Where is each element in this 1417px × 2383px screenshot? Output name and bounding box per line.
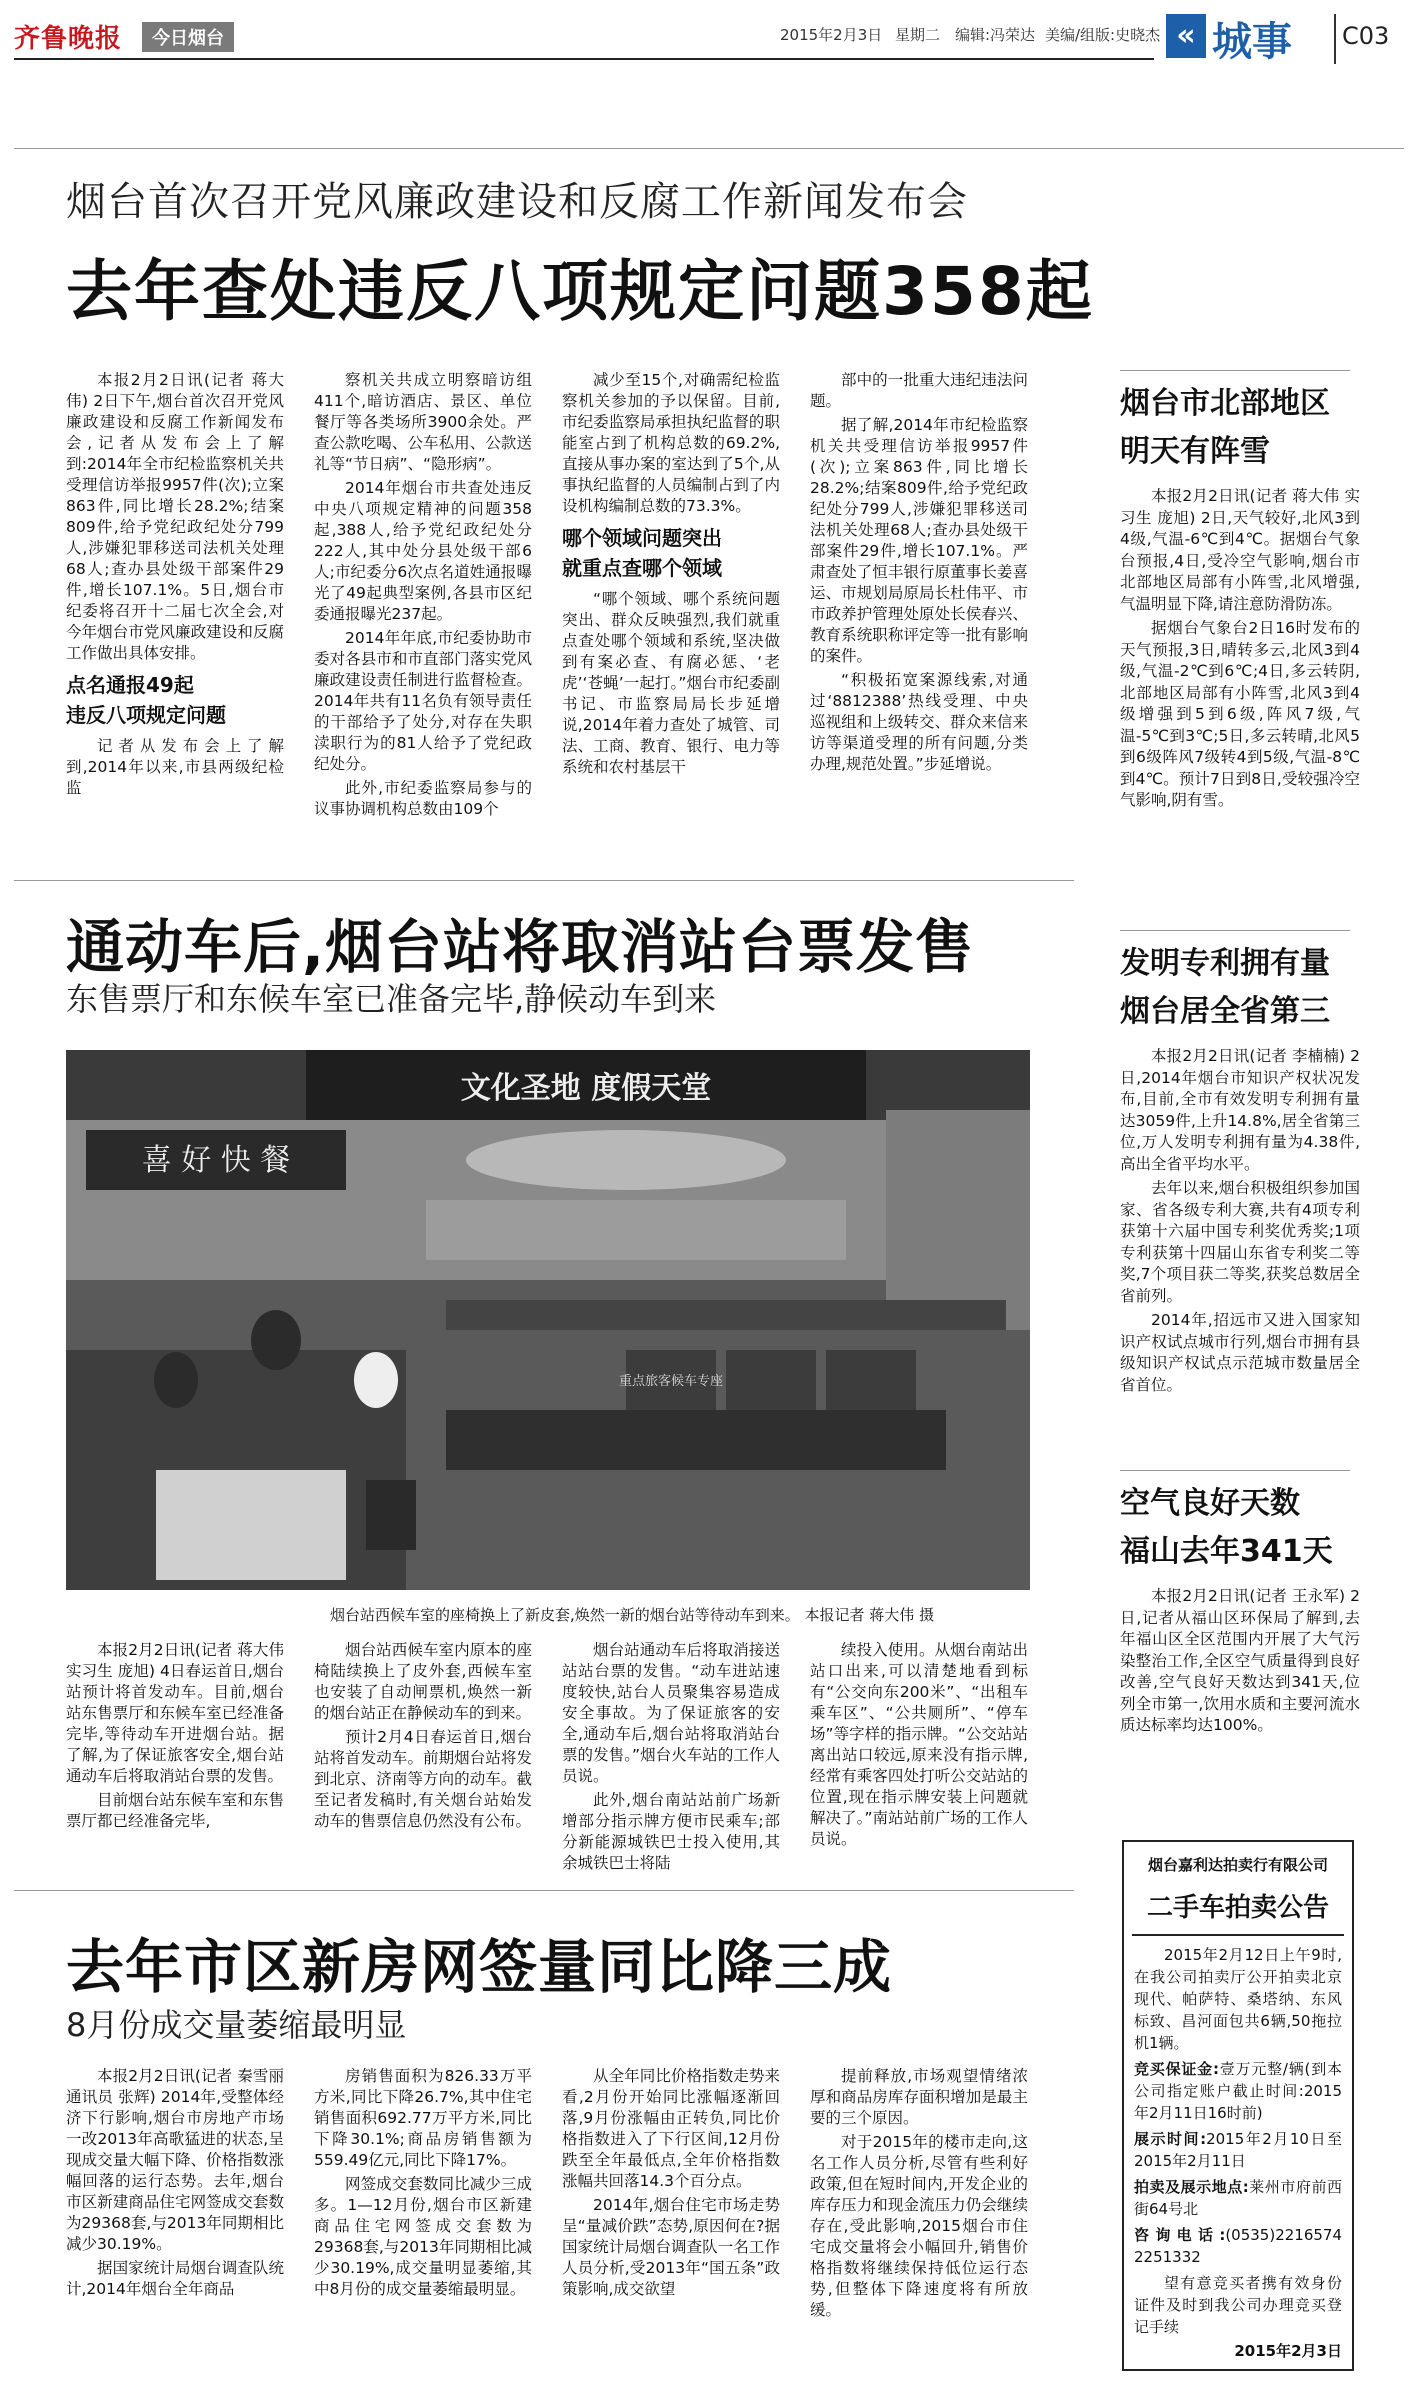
paragraph: 察机关共成立明察暗访组411个,暗访酒店、景区、单位餐厅等各类场所3900余处。严查公款吃喝、公车私用、公款送礼等“节日病”、“隐形病”。 xyxy=(314,371,532,473)
article3-deck: 8月份成交量萎缩最明显 xyxy=(66,2006,407,2044)
paragraph: 网签成交套数同比减少三成多。1—12月份,烟台市区新建商品住宅网签成交套数为29368套,与2013年同期相比减少30.19%,成交量明显萎缩,其中8月份的成交量萎缩最明显。 xyxy=(314,2175,532,2298)
ad-phone xyxy=(1134,2224,1342,2268)
section-name: 城事 xyxy=(1212,19,1292,65)
sidebar-rule xyxy=(1120,930,1350,931)
paragraph: 烟台站通动车后将取消接送站站台票的发售。“动车进站速度较快,站台人员聚集容易造成安全事故。为了保证旅客的安全,通动车后,烟台站将取消站台票的发售。”烟台火车站的工作人员说。 xyxy=(562,1641,780,1785)
paragraph: 续投入使用。从烟台南站出站口出来,可以清楚地看到标有“公交向东200米”、“出租车乘车区”、“公共厕所”、“停车场”等字样的指示牌。“公交站站离出站口较远,原来没有指示牌,经常有乘客四处打听公交站站的位置,现在指示牌安装上问题就解决了。”南站站前广场的工作人员说。 xyxy=(810,1641,1028,1848)
ad-place-text: 莱州市府前西街64号北 xyxy=(1134,2178,1342,2218)
paragraph: 本报2月2日讯(记者 秦雪丽 通讯员 张辉) 2014年,受整体经济下行影响,烟台市房地产市场一改2013年高歌猛进的状态,呈现成交量大幅下降、价格指数涨幅回落的运行态势。去年,烟台市区新建商品住宅网签成交套数为29368套,与2013年同期相比减少30.19%。 xyxy=(66,2067,284,2253)
ad-body xyxy=(1124,1936,1352,2350)
subhead-line: 点名通报49起 xyxy=(66,673,194,697)
article1-kicker: 烟台首次召开党风廉政建设和反腐工作新闻发布会 xyxy=(66,179,968,225)
paragraph: 本报2月2日讯(记者 蒋大伟) 2日下午,烟台首次召开党风廉政建设和反腐工作新闻发布会,记者从发布会上了解到:2014年全市纪检监察机关共受理信访举报9957件(次);立案863件,同比增长28.2%;结案809件,给予党纪政纪处分799人,涉嫌犯罪移送司法机关处理68人;查办县处级干部案件29件,增长107.1%。5日,烟台市纪委将召开十二届七次全会,对今年烟台市党风廉政建设和反腐工作做出具体安排。 xyxy=(66,371,284,662)
sidebar-rule xyxy=(1120,1470,1350,1471)
paragraph: 烟台站西候车室内原本的座椅陆续换上了皮外套,西候车室也安装了自动闸票机,焕然一新的烟台站正在静候动车的到来。 xyxy=(314,1641,532,1722)
paragraph: 记者从发布会上了解到,2014年以来,市县两级纪检监 xyxy=(66,737,284,797)
ad-deposit xyxy=(1134,2058,1342,2124)
article1-column-1 xyxy=(66,370,284,816)
title-line: 烟台市北部地区 xyxy=(1120,386,1330,421)
ad-closing: 望有意竞买者携有效身份证件及时到我公司办理竞买登记手续 xyxy=(1134,2274,1342,2336)
title-line: 福山去年341天 xyxy=(1120,1534,1333,1569)
ad-place-label: 拍卖及展示地点: xyxy=(1134,2178,1249,2196)
paragraph: 去年以来,烟台积极组织参加国家、省各级专利大赛,共有4项专利获第十六届中国专利奖优秀奖;1项专利获第十四届山东省专利奖二等奖,7个项目获二等奖,获奖总数居全省前列。 xyxy=(1120,1179,1360,1305)
paragraph: 本报2月2日讯(记者 王永军) 2日,记者从福山区环保局了解到,去年福山区全区范围内开展了大气污染整治工作,全区空气质量得到良好改善,空气良好天数达到341天,位列全市第一,饮用水质和主要河流水质达标率均达100%。 xyxy=(1120,1587,1360,1734)
section-tag: 今日烟台 xyxy=(142,22,234,52)
sidebar-air xyxy=(1120,1480,1360,1816)
page-number: C03 xyxy=(1342,22,1390,50)
paragraph: 房销售面积为826.33万平方米,同比下降26.7%,其中住宅销售面积692.77万平方米,同比下降30.1%;商品房销售额为559.49亿元,同比下降17%。 xyxy=(314,2067,532,2169)
ad-phone-label: 咨询电话: xyxy=(1134,2226,1226,2244)
subhead-line: 就重点查哪个领域 xyxy=(562,556,722,580)
paragraph: 2014年年底,市纪委协助市委对各县市和市直部门落实党风廉政建设责任制进行监督检查。2014年共有11名负有领导责任的干部给予了处分,对存在失职渎职行为的81人给予了党纪政纪处分。 xyxy=(314,629,532,773)
top-rule xyxy=(14,148,1404,149)
article2-column-2 xyxy=(314,1640,532,1860)
paragraph: 对于2015年的楼市走向,这名工作人员分析,尽管有些利好政策,但在短时间内,开发企业的库存压力和现金流压力仍会继续存在,受此影响,2015烟台市住宅成交量将会小幅回升,销售价格指数将继续保持低位运行态势,但整体下降速度将有所放缓。 xyxy=(810,2133,1028,2319)
designer-credit: 美编/组版:史晓杰 xyxy=(1045,26,1161,44)
section-divider xyxy=(14,1890,1074,1891)
sidebar-weather xyxy=(1120,380,1360,906)
sidebar-air-title xyxy=(1120,1480,1360,1576)
article3-column-2 xyxy=(314,2066,532,2371)
paragraph: 2014年,招远市又进入国家知识产权试点城市行列,烟台市拥有县级知识产权试点示范城市数量居全省首位。 xyxy=(1120,1311,1360,1394)
title-line: 烟台居全省第三 xyxy=(1120,994,1330,1029)
article2-column-4 xyxy=(810,1640,1028,1860)
article2-deck: 东售票厅和东候车室已准备完毕,静候动车到来 xyxy=(66,980,717,1018)
photo-banner-text: 文化圣地 度假天堂 xyxy=(460,1071,712,1106)
chevron-icon: « xyxy=(1166,14,1206,58)
ad-announcement: 2015年2月12日上午9时,在我公司拍卖厅公开拍卖北京现代、帕萨特、桑塔纳、东风标致、昌河面包共6辆,50拖拉机1辆。 xyxy=(1134,1946,1342,2052)
paragraph: 此外,烟台南站站前广场新增部分指示牌方便市民乘车;部分新能源城铁巴士投入使用,其余城铁巴士将陆 xyxy=(562,1791,780,1872)
station-photo-drawing xyxy=(66,1050,1030,1590)
paragraph: 提前释放,市场观望情绪浓厚和商品房库存面积增加是最主要的三个原因。 xyxy=(810,2067,1028,2127)
article1-subhead-1 xyxy=(66,670,284,730)
article1-column-4 xyxy=(810,370,1028,816)
article3-column-1 xyxy=(66,2066,284,2371)
sidebar-patent-body xyxy=(1120,1046,1360,1426)
ad-place xyxy=(1134,2176,1342,2220)
paragraph: 目前烟台站东候车室和东售票厅都已经准备完毕, xyxy=(66,1791,284,1830)
article3-column-4 xyxy=(810,2066,1028,2371)
article3-headline: 去年市区新房网签量同比降三成 xyxy=(66,1933,893,2001)
sidebar-patent xyxy=(1120,940,1360,1426)
article2-column-1 xyxy=(66,1640,284,1860)
page-header xyxy=(0,0,1417,80)
paragraph: 本报2月2日讯(记者 蒋大伟 实习生 庞旭) 2日,天气较好,北风3到4级,气温-6℃到4℃。据烟台气象台预报,4日,受冷空气影响,烟台市北部地区局部有小阵雪,北风增强,气温明显下降,请注意防滑防冻。 xyxy=(1120,487,1360,613)
title-line: 空气良好天数 xyxy=(1120,1486,1300,1521)
subhead-line: 哪个领域问题突出 xyxy=(562,526,722,550)
article2-headline: 通动车后,烟台站将取消站台票发售 xyxy=(66,913,975,981)
photo-sign-text: 喜 好 快 餐 xyxy=(141,1143,291,1178)
sidebar-air-body xyxy=(1120,1586,1360,1816)
paragraph: 减少至15个,对确需纪检监察机关参加的予以保留。目前,市纪委监察局承担执纪监督的职能室占到了机构总数的69.2%,直接从事办案的室达到了5个,从事执纪监督的人员编制占到了内设机构编制总数的73.3%。 xyxy=(562,371,780,515)
article1-headline: 去年查处违反八项规定问题358起 xyxy=(66,253,1094,330)
sidebar-rule xyxy=(1120,370,1350,371)
sidebar-weather-body xyxy=(1120,486,1360,906)
header-rule xyxy=(14,58,1154,60)
news-photo xyxy=(66,1050,1030,1590)
ad-company: 烟台嘉利达拍卖行有限公司 xyxy=(1147,1856,1328,1874)
ad-title: 二手车拍卖公告 xyxy=(1146,1893,1329,1923)
ad-show-text: 2015年2月10日至2015年2月11日 xyxy=(1134,2130,1342,2170)
masthead-logo: 齐鲁晚报 xyxy=(14,24,123,54)
header-divider xyxy=(1334,14,1336,64)
ad-date: 2015年2月3日 xyxy=(1234,2342,1342,2360)
sidebar-patent-title xyxy=(1120,940,1360,1036)
title-line: 发明专利拥有量 xyxy=(1120,946,1330,981)
paragraph: 据国家统计局烟台调查队统计,2014年烟台全年商品 xyxy=(66,2259,284,2298)
paragraph: 2014年,烟台住宅市场走势呈“量减价跌”态势,原因何在?据国家统计局烟台调查队一名工作人员分析,受2013年“国五条”政策影响,成交欲望 xyxy=(562,2196,780,2298)
editor-credit: 编辑:冯荣达 xyxy=(955,26,1036,44)
paragraph: 部中的一批重大违纪违法问题。 xyxy=(810,371,1028,410)
paragraph: 据了解,2014年市纪检监察机关共受理信访举报9957件(次);立案863件,同比增长28.2%;结案809件,给予党纪政纪处分799人,涉嫌犯罪移送司法机关处理68人;查办县处级干部案件29件,增长107.1%。严肃查处了恒丰银行原董事长姜喜运、市规划局原局长杜伟平、市市政养护管理处原处长侯春兴、教育系统职称评定等一批有影响的案件。 xyxy=(810,416,1028,665)
photo-seat-label: 重点旅客候车专座 xyxy=(618,1374,724,1389)
article2-column-3 xyxy=(562,1640,780,1872)
paragraph: 预计2月4日春运首日,烟台站将首发动车。前期烟台站将发到北京、济南等方向的动车。截至记者发稿时,有关烟台站始发动车的售票信息仍然没有公布。 xyxy=(314,1728,532,1830)
ad-show-time xyxy=(1134,2128,1342,2172)
ad-deposit-label: 竞买保证金: xyxy=(1134,2060,1219,2078)
paragraph: “哪个领域、哪个系统问题突出、群众反映强烈,我们就重点查处哪个领域和系统,坚决做到有案必查、有腐必惩、‘老虎’‘苍蝇’一起打。”烟台市纪委副书记、市监察局局长步延增说,2014年着力查处了城管、司法、工商、教育、银行、电力等系统和农村基层干 xyxy=(562,590,780,776)
paragraph: 2014年烟台市共查处违反中央八项规定精神的问题358起,388人,给予党纪政纪处分222人,其中处分县处级干部6人;市纪委分6次点名道姓通报曝光了49起典型案例,各县市区纪委通报曝光237起。 xyxy=(314,479,532,623)
ad-phone-text: (0535)2216574 2251332 xyxy=(1134,2226,1342,2266)
paragraph: 本报2月2日讯(记者 李楠楠) 2日,2014年烟台市知识产权状况发布,目前,全市有效发明专利拥有量达3059件,上升14.8%,居全省第三位,万人发明专利拥有量为4.38件,高出全省平均水平。 xyxy=(1120,1047,1360,1173)
article3-column-3 xyxy=(562,2066,780,2371)
issue-weekday: 星期二 xyxy=(895,26,941,44)
section-divider xyxy=(14,880,1074,881)
paragraph: 据烟台气象台2日16时发布的天气预报,3日,晴转多云,北风3到4级,气温-2℃到6℃;4日,多云转阴,北部地区局部有小阵雪,北风3到4级增强到5到6级,阵风7级,气温-5℃到3℃;5日,多云转晴,北风5到6级阵风7级转4到5级,气温-8℃到4℃。预计7日到8日,受较强冷空气影响,阴有雪。 xyxy=(1120,619,1360,809)
title-line: 明天有阵雪 xyxy=(1120,434,1270,469)
article1-subhead-2 xyxy=(562,523,780,583)
auction-ad xyxy=(1122,1840,1354,2371)
subhead-line: 违反八项规定问题 xyxy=(66,703,226,727)
article1-column-2 xyxy=(314,370,532,816)
paragraph: 从全年同比价格指数走势来看,2月份开始同比涨幅逐渐回落,9月份涨幅由正转负,同比价格指数进入了下行区间,12月份跌至全年最低点,全年价格指数涨幅共回落14.3个百分点。 xyxy=(562,2067,780,2190)
paragraph: “积极拓宽案源线索,对通过‘8812388’热线受理、中央巡视组和上级转交、群众来信来访等渠道受理的所有问题,分类办理,规范处置。”步延增说。 xyxy=(810,671,1028,773)
paragraph: 此外,市纪委监察局参与的议事协调机构总数由109个 xyxy=(314,779,532,818)
ad-deposit-text: 壹万元整/辆(到本公司指定账户截止时间:2015年2月11日16时前) xyxy=(1134,2060,1342,2122)
sidebar-weather-title xyxy=(1120,380,1360,476)
ad-show-label: 展示时间: xyxy=(1134,2130,1207,2148)
paragraph: 本报2月2日讯(记者 蒋大伟 实习生 庞旭) 4日春运首日,烟台站预计将首发动车。目前,烟台站东售票厅和东候车室已经准备完毕,等待动车开进烟台站。据了解,为了保证旅客安全,烟台站通动车后将取消站台票的发售。 xyxy=(66,1641,284,1785)
article1-column-3 xyxy=(562,370,780,816)
issue-date: 2015年2月3日 xyxy=(780,26,883,44)
photo-caption: 烟台站西候车室的座椅换上了新皮套,焕然一新的烟台站等待动车到来。 本报记者 蒋大伟 摄 xyxy=(330,1606,935,1624)
